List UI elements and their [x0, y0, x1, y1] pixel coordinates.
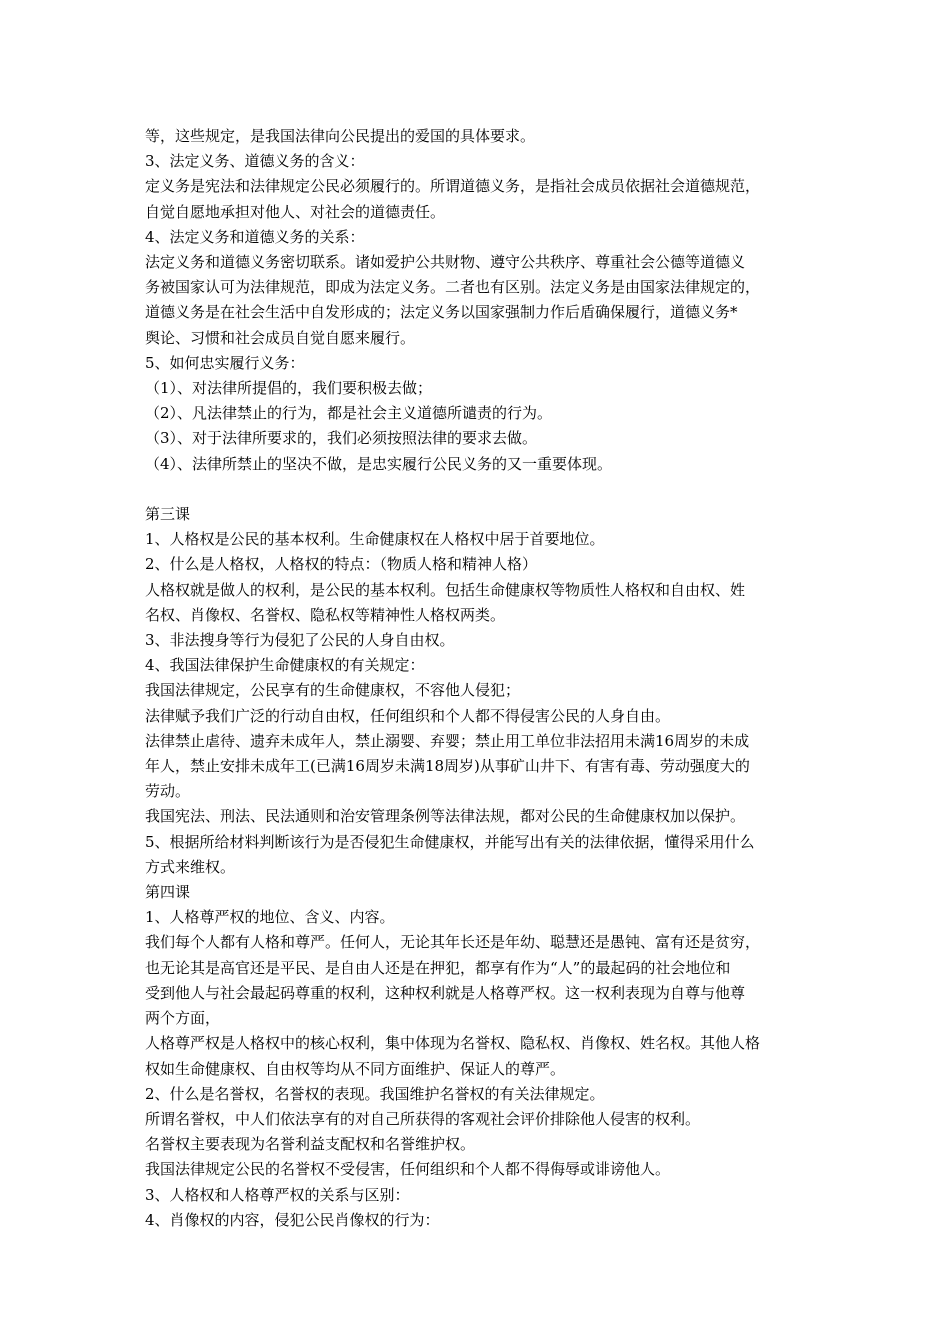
text-line: （1）、对法律所提倡的，我们要积极去做；	[145, 379, 433, 398]
text-line: 舆论、习惯和社会成员自觉自愿来履行。	[145, 328, 416, 347]
text-line: 4、肖像权的内容，侵犯公民肖像权的行为：	[145, 1210, 440, 1229]
text-line: 法律赋予我们广泛的行动自由权，任何组织和个人都不得侵害公民的人身自由。	[145, 706, 671, 725]
text-line: 人格权就是做人的权利，是公民的基本权利。包括生命健康权等物质性人格权和自由权、姓	[145, 580, 746, 599]
text-line: 权如生命健康权、自由权等均从不同方面维护、保证人的尊严。	[145, 1059, 566, 1078]
text-line: 两个方面，	[145, 1009, 221, 1028]
text-line: 法定义务和道德义务密切联系。诸如爱护公共财物、遵守公共秩序、尊重社会公德等道德义	[145, 253, 746, 272]
text-line: 名权、肖像权、名誉权、隐私权等精神性人格权两类。	[145, 605, 506, 624]
document-page	[145, 124, 815, 1233]
text-line: 定义务是宪法和法律规定公民必须履行的。所谓道德义务，是指社会成员依据社会道德规范，	[145, 177, 761, 196]
text-line: （2）、凡法律禁止的行为，都是社会主义道德所谴责的行为。	[145, 404, 553, 423]
text-line: 所谓名誉权，中人们依法享有的对自己所获得的客观社会评价排除他人侵害的权利。	[145, 1109, 701, 1128]
text-line: 1、人格权是公民的基本权利。生命健康权在人格权中居于首要地位。	[145, 530, 605, 549]
text-line: 3、非法搜身等行为侵犯了公民的人身自由权。	[145, 631, 455, 650]
blank-line	[145, 477, 815, 502]
text-line: 受到他人与社会最起码尊重的权利，这种权利就是人格尊严权。这一权利表现为自尊与他尊	[145, 983, 746, 1002]
text-line: 劳动。	[145, 782, 191, 801]
text-line: 我们每个人都有人格和尊严。任何人，无论其年长还是年幼、聪慧还是愚钝、富有还是贫穷，	[145, 933, 761, 952]
text-line: 人格尊严权是人格权中的核心权利，集中体现为名誉权、隐私权、肖像权、姓名权。其他人格	[145, 1034, 761, 1053]
text-line: （4）、法律所禁止的坚决不做，是忠实履行公民义务的又一重要体现。	[145, 454, 613, 473]
text-line: 名誉权主要表现为名誉利益支配权和名誉维护权。	[145, 1135, 476, 1154]
text-line: 也无论其是高官还是平民、是自由人还是在押犯，都享有作为“人”的最起码的社会地位和	[145, 958, 731, 977]
text-line: 第三课	[145, 505, 191, 524]
text-line: 5、根据所给材料判断该行为是否侵犯生命健康权，并能写出有关的法律依据，懂得采用什么	[145, 832, 755, 851]
text-line: 年人，禁止安排未成年工(已满16周岁未满18周岁)从事矿山井下、有害有毒、劳动强度大的	[145, 757, 750, 776]
text-line: 第四课	[145, 883, 191, 902]
text-line: （3）、对于法律所要求的，我们必须按照法律的要求去做。	[145, 429, 538, 448]
text-line: 我国法律规定，公民享有的生命健康权，不容他人侵犯；	[145, 681, 521, 700]
text-line: 5、如何忠实履行义务：	[145, 353, 305, 372]
text-line: 3、人格权和人格尊严权的关系与区别：	[145, 1185, 410, 1204]
text-line: 法律禁止虐待、遗弃未成年人，禁止溺婴、弃婴；禁止用工单位非法招用未满16周岁的未成	[145, 731, 750, 750]
text-line: 1、人格尊严权的地位、含义、内容。	[145, 908, 395, 927]
text-line: 2、什么是人格权，人格权的特点：（物质人格和精神人格）	[145, 555, 538, 574]
text-line: 自觉自愿地承担对他人、对社会的道德责任。	[145, 202, 446, 221]
text-line: 我国法律规定公民的名誉权不受侵害，任何组织和个人都不得侮辱或诽谤他人。	[145, 1160, 671, 1179]
text-line: 4、法定义务和道德义务的关系：	[145, 227, 365, 246]
text-line: 3、法定义务、道德义务的含义：	[145, 152, 365, 171]
text-line: 方式来维权。	[145, 857, 236, 876]
text-line: 2、什么是名誉权，名誉权的表现。我国维护名誉权的有关法律规定。	[145, 1084, 605, 1103]
text-line: 道德义务是在社会生活中自发形成的；法定义务以国家强制力作后盾确保履行，道德义务*	[145, 303, 738, 322]
text-line: 4、我国法律保护生命健康权的有关规定：	[145, 656, 425, 675]
text-line: 等，这些规定，是我国法律向公民提出的爱国的具体要求。	[145, 127, 536, 145]
text-line: 我国宪法、刑法、民法通则和治安管理条例等法律法规，都对公民的生命健康权加以保护。	[145, 807, 746, 826]
text-line: 务被国家认可为法律规范，即成为法定义务。二者也有区别。法定义务是由国家法律规定的，	[145, 278, 761, 297]
